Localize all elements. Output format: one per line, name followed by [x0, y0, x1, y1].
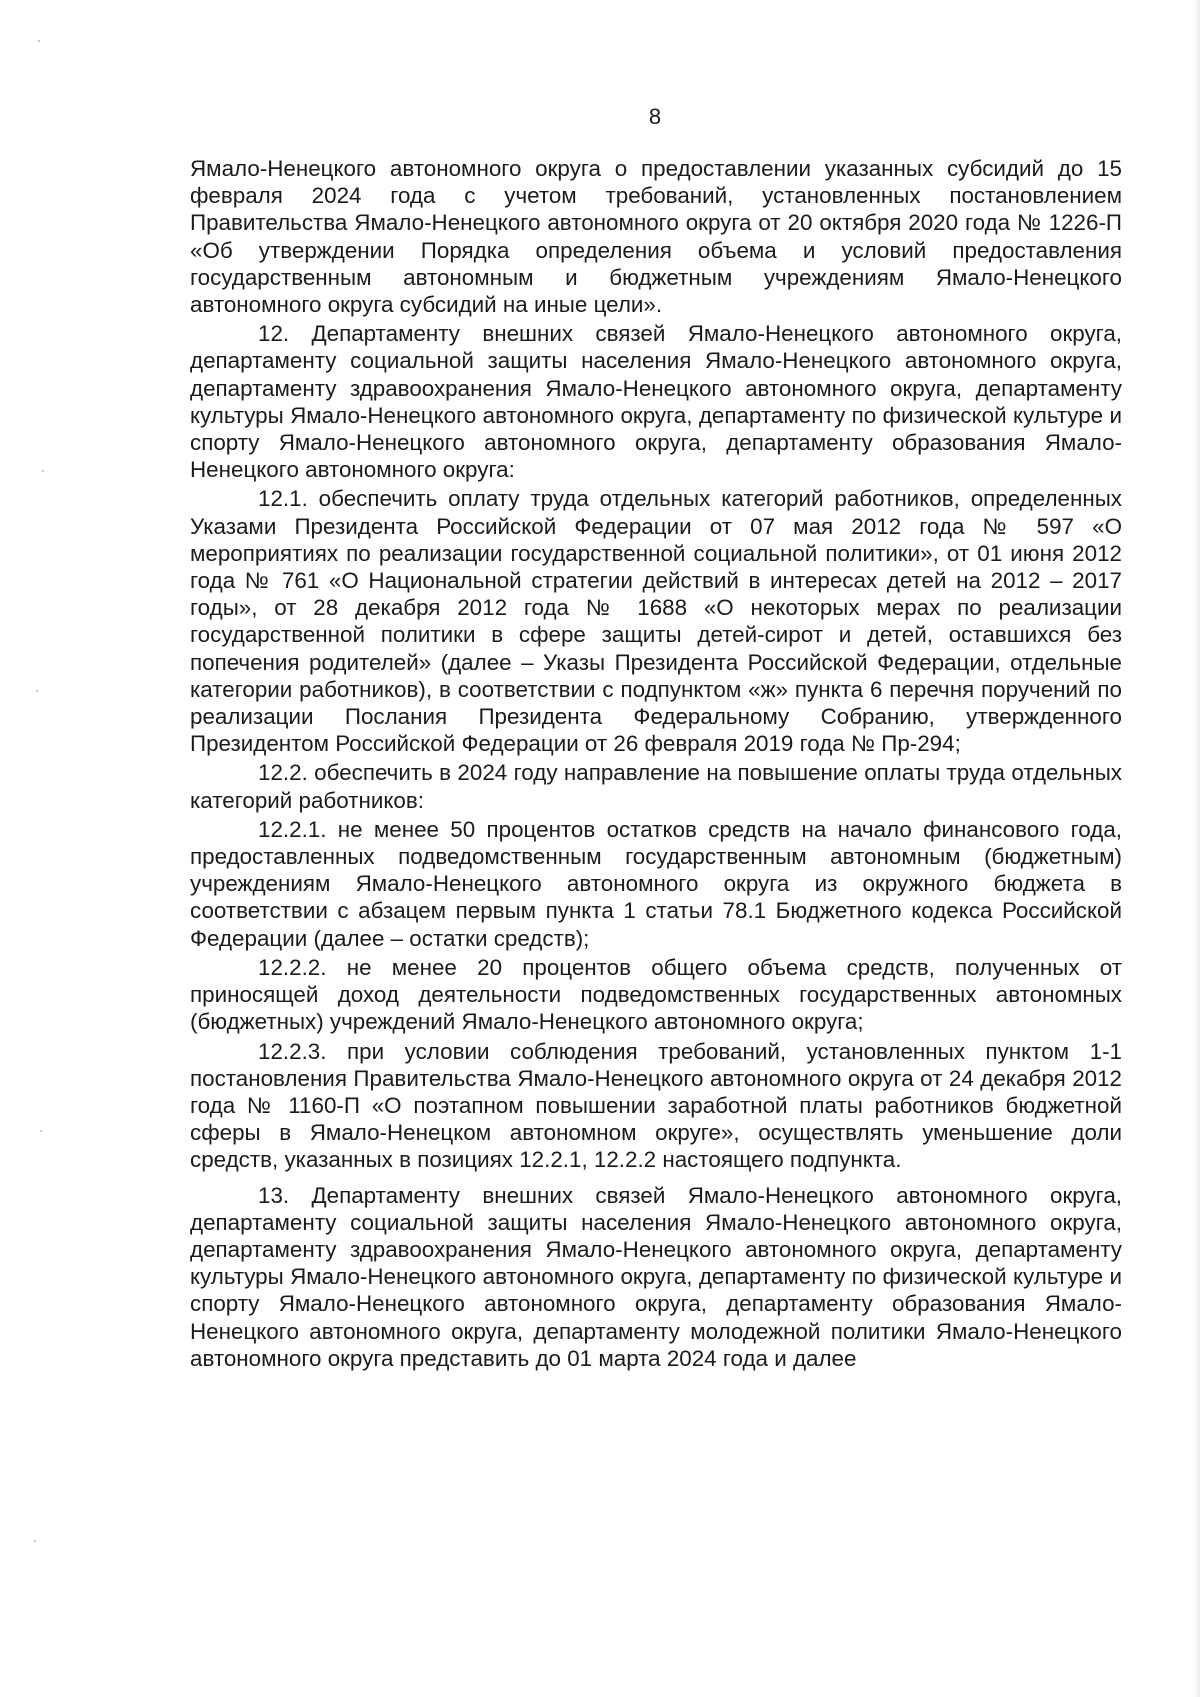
- scan-speck: [40, 1130, 42, 1132]
- scan-speck: [36, 690, 38, 692]
- paragraph-12: 12. Департаменту внешних связей Ямало-Ненецкого автономного округа, департаменту социальной защиты населения Ямало-Ненецкого автономного округа, департаменту здравоохранения Ямало-Ненецкого автономного округа, департаменту культуры Ямало-Ненецкого автономного округа, департаменту по физической культуре и спорту Ямало-Ненецкого автономного округа, департаменту образования Ямало-Ненецкого автономного округа:: [190, 321, 1122, 483]
- scan-speck: [34, 1540, 36, 1542]
- paragraph-12-2-3: 12.2.3. при условии соблюдения требований, установленных пунктом 1-1 постановления Правительства Ямало-Ненецкого автономного округа от 24 декабря 2012 года № 1160-П «О поэтапном повышении заработной платы работников бюджетной сферы в Ямало-Ненецком автономном округе», осуществлять уменьшение доли средств, указанных в позициях 12.2.1, 12.2.2 настоящего подпункта.: [190, 1038, 1122, 1173]
- paragraph-12-1: 12.1. обеспечить оплату труда отдельных категорий работников, определенных Указами Президента Российской Федерации от 07 мая 2012 года № 597 «О мероприятиях по реализации государственной социальной политики», от 01 июня 2012 года № 761 «О Национальной стратегии действий в интересах детей на 2012 – 2017 годы», от 28 декабря 2012 года № 1688 «О некоторых мерах по реализации государственной политики в сфере защиты детей-сирот и детей, оставшихся без попечения родителей» (далее – Указы Президента Российской Федерации, отдельные категории работников), в соответствии с подпунктом «ж» пункта 6 перечня поручений по реализации Послания Президента Федеральному Собранию, утвержденного Президентом Российской Федерации от 26 февраля 2019 года № Пр-294;: [190, 486, 1122, 757]
- paragraph-continuation: Ямало-Ненецкого автономного округа о предоставлении указанных субсидий до 15 февраля 2024 года с учетом требований, установленных постановлением Правительства Ямало-Ненецкого автономного округа от 20 октября 2020 года № 1226-П «Об утверждении Порядка определения объема и условий предоставления государственным автономным и бюджетным учреждениям Ямало-Ненецкого автономного округа субсидий на иные цели».: [190, 156, 1122, 318]
- scan-edge-shadow: [1194, 0, 1200, 1697]
- page-number: 8: [648, 104, 662, 129]
- paragraph-13: 13. Департаменту внешних связей Ямало-Ненецкого автономного округа, департаменту социальной защиты населения Ямало-Ненецкого автономного округа, департаменту здравоохранения Ямало-Ненецкого автономного округа, департаменту культуры Ямало-Ненецкого автономного округа, департаменту по физической культуре и спорту Ямало-Ненецкого автономного округа, департаменту образования Ямало-Ненецкого автономного округа, департаменту молодежной политики Ямало-Ненецкого автономного округа представить до 01 марта 2024 года и далее: [190, 1182, 1122, 1371]
- paragraph-12-2-2: 12.2.2. не менее 20 процентов общего объема средств, полученных от приносящей доход деятельности подведомственных государственных автономных (бюджетных) учреждений Ямало-Ненецкого автономного округа;: [190, 954, 1122, 1035]
- paragraph-12-2-1: 12.2.1. не менее 50 процентов остатков средств на начало финансового года, предоставленных подведомственным государственным автономным (бюджетным) учреждениям Ямало-Ненецкого автономного округа из окружного бюджета в соответствии с абзацем первым пункта 1 статьи 78.1 Бюджетного кодекса Российской Федерации (далее – остатки средств);: [190, 816, 1122, 951]
- scan-speck: [42, 470, 44, 472]
- scan-speck: [38, 40, 40, 42]
- document-body: [190, 155, 1122, 1372]
- paragraph-12-2: 12.2. обеспечить в 2024 году направление на повышение оплаты труда отдельных категорий работников:: [190, 760, 1122, 813]
